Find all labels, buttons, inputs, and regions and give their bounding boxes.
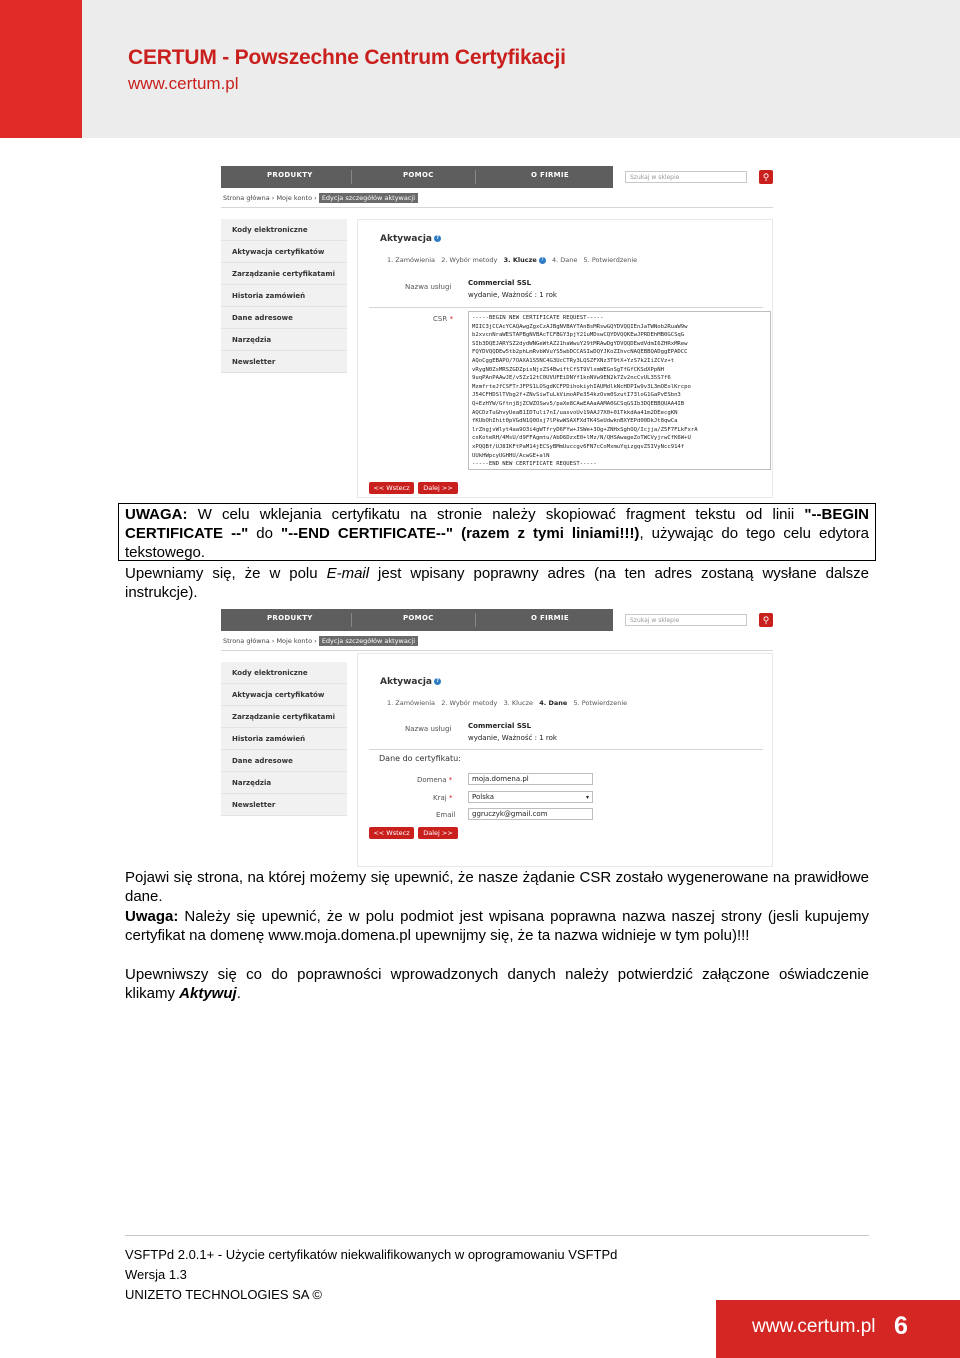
header-red-block (0, 0, 82, 138)
country-select[interactable] (468, 791, 593, 803)
nav-pomoc[interactable]: POMOC (403, 614, 434, 622)
warning-begin: "--BEGIN CERTIFICATE --" (125, 506, 869, 542)
email-field[interactable]: ggruczyk@gmail.com (468, 808, 593, 820)
panel-title (380, 677, 441, 687)
back-button[interactable]: << Wstecz (369, 482, 414, 494)
screenshot-data (221, 609, 773, 865)
page-number: 6 (894, 1312, 908, 1340)
footer-doc-title: VSFTPd 2.0.1+ - Użycie certyfikatów niekwalifikowanych w oprogramowaniu VSFTPd (125, 1247, 618, 1262)
next-button[interactable]: Dalej >> (418, 482, 458, 494)
sidebar-item[interactable]: Dane adresowe (221, 307, 347, 329)
country-value: Polska (472, 793, 495, 801)
search-icon: ⚲ (762, 615, 770, 625)
breadcrumb-current: Edycja szczegółów aktywacji (319, 193, 418, 203)
sidebar (221, 219, 347, 373)
step-current: 4. Dane (539, 699, 568, 707)
step: 3. Klucze (503, 699, 534, 707)
nav-separator (475, 170, 476, 184)
sidebar-item[interactable]: Zarządzanie certyfikatami (221, 263, 347, 285)
required-marker: * (448, 794, 453, 802)
warning-part: do (248, 525, 282, 542)
panel-title-text: Aktywacja (380, 234, 433, 244)
sidebar-item[interactable]: Narzędzia (221, 772, 347, 794)
search-input[interactable]: Szukaj w sklepie (625, 614, 747, 626)
sidebar-item[interactable]: Aktywacja certyfikatów (221, 241, 347, 263)
paragraph-uwaga (125, 907, 869, 945)
uwaga-label: Uwaga: (125, 908, 179, 925)
breadcrumb-account[interactable]: Moje konto (276, 194, 313, 202)
sidebar-item[interactable]: Historia zamówień (221, 728, 347, 750)
service-name: Commercial SSL (468, 279, 532, 287)
step: 4. Dane (551, 256, 578, 264)
warning-label: UWAGA: (125, 506, 188, 523)
panel-title-text: Aktywacja (380, 677, 433, 687)
paragraph-confirm (125, 965, 869, 1003)
sidebar-item[interactable]: Newsletter (221, 351, 347, 373)
step: 1. Zamówienia (387, 699, 436, 707)
nav-produkty[interactable]: PRODUKTY (267, 614, 313, 622)
sidebar (221, 662, 347, 816)
step: 5. Potwierdzenie (583, 256, 638, 264)
required-marker: * (449, 315, 453, 323)
country-label (433, 794, 452, 802)
step: 5. Potwierdzenie (573, 699, 628, 707)
sidebar-item[interactable]: Kody elektroniczne (221, 662, 347, 684)
breadcrumb-current: Edycja szczegółów aktywacji (319, 636, 418, 646)
footer-rule (125, 1235, 869, 1236)
sidebar-item[interactable]: Historia zamówień (221, 285, 347, 307)
footer-version: Wersja 1.3 (125, 1267, 187, 1282)
breadcrumb-account[interactable]: Moje konto (276, 637, 313, 645)
nav-o-firmie[interactable]: O FIRMIE (531, 614, 569, 622)
email-note-part: jest wpisany poprawny adres (na ten adres zostaną wysłane dalsze instrukcje). (125, 565, 869, 601)
top-nav (221, 609, 613, 631)
email-label: Email (436, 811, 456, 819)
divider (369, 749, 763, 750)
search-button[interactable] (759, 170, 773, 184)
country-label-text: Kraj (433, 794, 447, 802)
chevron-down-icon: ▾ (585, 794, 589, 801)
service-detail: wydanie, Ważność : 1 rok (468, 734, 557, 742)
search-button[interactable] (759, 613, 773, 627)
breadcrumb-home[interactable]: Strona główna (223, 637, 270, 645)
email-note-part: Upewniamy się, że w polu (125, 565, 327, 582)
help-icon[interactable]: ? (434, 235, 441, 242)
warning-end: "--END CERTIFICATE--" (razem z tymi liniami!!!) (281, 525, 640, 542)
confirm-end: . (236, 985, 241, 1002)
step-current: 3. Klucze (503, 256, 537, 264)
service-name: Commercial SSL (468, 722, 532, 730)
uwaga-text: Należy się upewnić, że w polu podmiot jest wpisana poprawna nazwa naszej strony (jesli kupujemy certyfikat na domenę www.moja.domena.pl upewnijmy się, że ta nazwa widnieje w tym polu)!!! (125, 908, 869, 944)
email-note-em: E-mail (326, 565, 370, 582)
confirm-text: Upewniwszy się co do poprawności wprowadzonych danych należy potwierdzić załączone oświadczenie klikamy (125, 966, 869, 1002)
footer-url: www.certum.pl (752, 1316, 876, 1337)
back-button[interactable]: << Wstecz (369, 827, 414, 839)
paragraph-csr: Pojawi się strona, na której możemy się upewnić, że nasze żądanie CSR zostało wygenerowane na prawidłowe dane. (125, 869, 869, 905)
nav-o-firmie[interactable]: O FIRMIE (531, 171, 569, 179)
service-label: Nazwa usługi (405, 725, 452, 733)
csr-text: -----BEGIN NEW CERTIFICATE REQUEST----- MIIC3jCCAcYCAQAwgZgxCzAJBgNVBAYTAnBsMRswGQYDVQQIEnJaTWNob2RuaW9w b2xvcnNraWESTAPBgNVBAcTCFBGY3pjY21uMDswCQYDVQQKEwJPRDEhMB0GCSqG SIb3DQEJARYSZ2dydWNGeWtAZ21haWwuY29tMRAwDgYDVQQDEwdVdmI6ZHRxMRew FQYDVQQDEw5tb2phLmRvbWVuYS5wbDCCASIwDQYJKoZIhvcNAQEBBQADggEPADCC AQoCggEBAPO/7OAXA1S5NC4G3UcCTRy3LQSZFXNz3T9tX+YzS7k2IiZCVz+t vRygN0ZsMRSZGDZpisNjsZS4BwiftCfST9VlxmWEGnSgTfGfCKSdXPpNH 9uqPAnPAAwJE/v5Zz12tC0UVUFEiDNYf1knNVw9EN2k7Zv2ncCvUL35S7f6 MzmfrteJfCSFTrJFPS1LOSgdKCFPDihokiyhIAUMdlkNcHDPIw9v3L3mOEolKrcpo J54CFHDSlTVbg2f+ZNvSiwTuLkVimoAPe354kzOvm0SzutI73loG1GaPvESbn3 Q+EzHYW/Gftnj8jZCWZOSwv5/paXe8CAwEAAaAAMA0GCSqGSIb3DQEBBQUAA4IB AQCDzTuGhvyUeaB1IDTuli7nI/uasvoUv19AAJ7X0+01TkkdAa41m2DEecgKN fKUbOhIhit0pVGdN1Q0Osj7lPkwWSAXFXdTK4SeUdwknBXYEPd00DkJt8qwCa lrZhgjvWlyt4aa9O3i4gWTfryD6FYw+JSWe+3Og+ZNHxSghOQ/Icjja/Z5F7FLkFxrA cxKoteRH/4MsU/d9FFAgmtu/AbD6DzxE0+lMz/N/QHSAwageZoTWCVyjrwCfK6W+U xPQQBf/UJ8IKFtPaM14jECSyBMmUuccgv6FN7cCoMxmuYqizgqvZ5IVyNcc914f UUkHWpcyUGHHU/AcwGE+alN -----END NEW CERTIFICATE REQUEST----- (472, 315, 698, 468)
csr-label-text: CSR (433, 315, 448, 323)
step: 1. Zamówienia (387, 256, 436, 264)
nav-pomoc[interactable]: POMOC (403, 171, 434, 179)
warning-part: , używając do tego celu edytora tekstowego. (125, 525, 870, 561)
header-title: CERTUM - Powszechne Centrum Certyfikacji (128, 46, 566, 69)
steps (387, 699, 627, 707)
service-detail: wydanie, Ważność : 1 rok (468, 291, 557, 299)
sidebar-item[interactable]: Narzędzia (221, 329, 347, 351)
service-label: Nazwa usługi (405, 283, 452, 291)
confirm-action: Aktywuj (179, 985, 237, 1002)
search-input[interactable]: Szukaj w sklepie (625, 171, 747, 183)
csr-textarea[interactable] (468, 311, 771, 470)
domain-label (417, 776, 452, 784)
csr-label (433, 315, 453, 323)
steps (387, 256, 637, 264)
sidebar-item[interactable]: Aktywacja certyfikatów (221, 684, 347, 706)
header-url: www.certum.pl (128, 74, 239, 93)
nav-separator (475, 613, 476, 627)
nav-separator (351, 613, 352, 627)
top-nav (221, 166, 613, 188)
divider (221, 650, 773, 651)
required-marker: * (448, 776, 453, 784)
sidebar-item[interactable]: Newsletter (221, 794, 347, 816)
sidebar-item[interactable]: Kody elektroniczne (221, 219, 347, 241)
help-icon[interactable]: ? (434, 678, 441, 685)
warning-text (125, 505, 869, 562)
screenshot-csr (221, 166, 773, 496)
help-icon[interactable]: ? (539, 257, 546, 264)
section-label: Dane do certyfikatu: (379, 754, 461, 763)
breadcrumb: Strona główna › Moje konto › Edycja szczegółów aktywacji (223, 194, 418, 202)
warning-part: W celu wklejania certyfikatu na stronie należy skopiować fragment tekstu od linii (187, 506, 805, 523)
nav-separator (351, 170, 352, 184)
search-icon: ⚲ (762, 172, 770, 182)
domain-label-text: Domena (417, 776, 447, 784)
sidebar-item[interactable]: Zarządzanie certyfikatami (221, 706, 347, 728)
divider (369, 307, 763, 308)
next-button[interactable]: Dalej >> (418, 827, 458, 839)
breadcrumb-home[interactable]: Strona główna (223, 194, 270, 202)
breadcrumb: Strona główna › Moje konto › Edycja szczegółów aktywacji (223, 637, 418, 645)
step: 2. Wybór metody (441, 256, 498, 264)
nav-produkty[interactable]: PRODUKTY (267, 171, 313, 179)
footer-company: UNIZETO TECHNOLOGIES SA © (125, 1287, 322, 1302)
panel-title (380, 234, 441, 244)
email-note (125, 564, 869, 602)
sidebar-item[interactable]: Dane adresowe (221, 750, 347, 772)
step: 2. Wybór metody (441, 699, 498, 707)
domain-field[interactable]: moja.domena.pl (468, 773, 593, 785)
divider (221, 207, 773, 208)
